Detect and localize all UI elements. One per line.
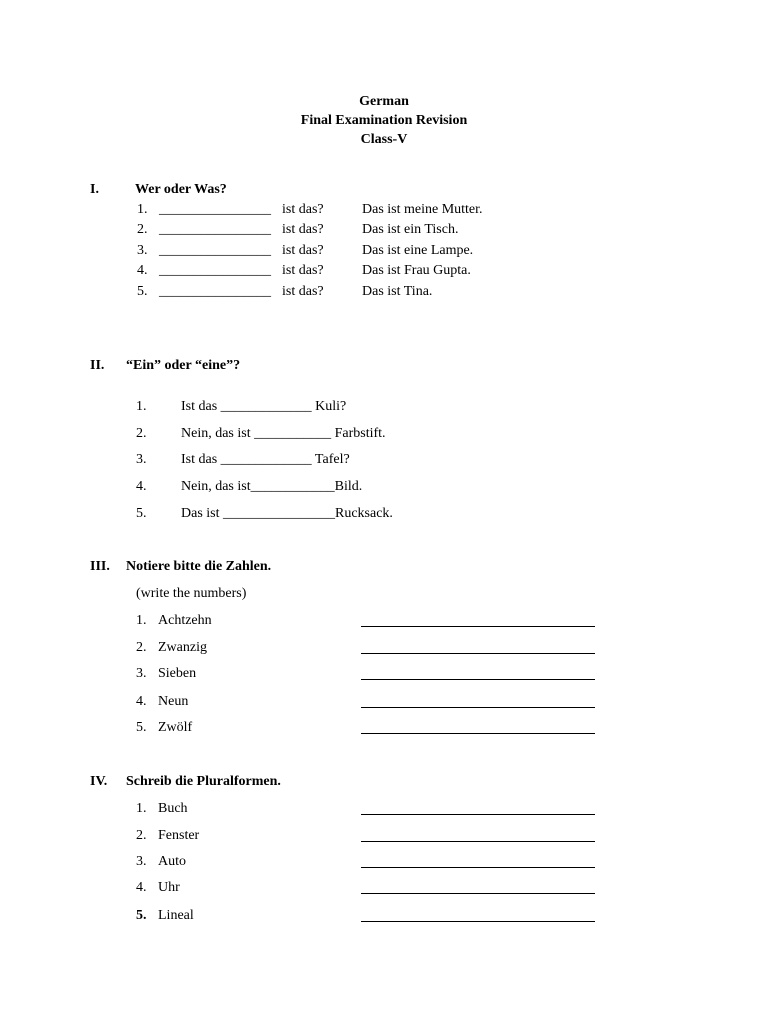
section1-item-question: ist das? — [282, 202, 324, 217]
section2-item-number: 1. — [136, 399, 147, 414]
section1-item-question: ist das? — [282, 222, 324, 237]
answer-line — [361, 814, 595, 815]
section3-item-number: 2. — [136, 640, 147, 655]
section4-item-number: 5. — [136, 908, 147, 923]
section4-item-number: 4. — [136, 880, 147, 895]
section1-heading: Wer oder Was? — [135, 182, 227, 197]
answer-line — [361, 867, 595, 868]
section3-item-text: Sieben — [158, 666, 197, 681]
section1-item-blank: ________________ — [159, 243, 271, 258]
section1-item-blank: ________________ — [159, 222, 271, 237]
section4-item-text: Fenster — [158, 828, 200, 843]
section1-numeral: I. — [90, 182, 99, 197]
answer-line — [361, 679, 595, 680]
section4-item-text: Uhr — [158, 880, 180, 895]
section4-heading: Schreib die Pluralformen. — [126, 774, 281, 789]
section3-numeral: III. — [90, 559, 110, 574]
section1-item-question: ist das? — [282, 243, 324, 258]
section4-item-number: 1. — [136, 801, 147, 816]
section3-item-number: 5. — [136, 720, 147, 735]
section4-numeral: IV. — [90, 774, 108, 789]
section3-item-text: Zwölf — [158, 720, 193, 735]
section2-heading: “Ein” oder “eine”? — [126, 358, 241, 373]
section2-item-text: Ist das _____________ Tafel? — [181, 452, 350, 467]
section3-item-number: 1. — [136, 613, 147, 628]
section3-item-text: Neun — [158, 694, 189, 709]
section1-item-question: ist das? — [282, 263, 324, 278]
section2-item-number: 3. — [136, 452, 147, 467]
section3-item-text: Achtzehn — [158, 613, 212, 628]
section1-item-blank: ________________ — [159, 202, 271, 217]
section1-item-answer: Das ist Frau Gupta. — [362, 263, 471, 278]
section1-item-blank: ________________ — [159, 284, 271, 299]
section1-item-answer: Das ist eine Lampe. — [362, 243, 474, 258]
section1-item-question: ist das? — [282, 284, 324, 299]
section3-item-number: 4. — [136, 694, 147, 709]
header-subtitle: Final Examination Revision — [300, 113, 468, 128]
answer-line — [361, 653, 595, 654]
section3-item-number: 3. — [136, 666, 147, 681]
answer-line — [361, 733, 595, 734]
section1-item-number: 5. — [137, 284, 148, 299]
section1-item-number: 3. — [137, 243, 148, 258]
section2-item-number: 5. — [136, 506, 147, 521]
section1-item-answer: Das ist Tina. — [362, 284, 433, 299]
answer-line — [361, 893, 595, 894]
section1-item-blank: ________________ — [159, 263, 271, 278]
section1-item-number: 2. — [137, 222, 148, 237]
section3-heading: Notiere bitte die Zahlen. — [126, 559, 272, 574]
section2-item-text: Ist das _____________ Kuli? — [181, 399, 347, 414]
section4-item-number: 2. — [136, 828, 147, 843]
answer-line — [361, 841, 595, 842]
section1-item-number: 1. — [137, 202, 148, 217]
section2-item-text: Nein, das ist ___________ Farbstift. — [181, 426, 386, 441]
section1-item-number: 4. — [137, 263, 148, 278]
section2-numeral: II. — [90, 358, 105, 373]
section1-item-answer: Das ist ein Tisch. — [362, 222, 459, 237]
section2-item-text: Das ist ________________Rucksack. — [181, 506, 393, 521]
answer-line — [361, 921, 595, 922]
header-class: Class-V — [360, 132, 408, 147]
header-title: German — [359, 94, 409, 109]
section4-item-text: Lineal — [158, 908, 194, 923]
section1-item-answer: Das ist meine Mutter. — [362, 202, 483, 217]
section2-item-text: Nein, das ist____________Bild. — [181, 479, 363, 494]
section2-item-number: 4. — [136, 479, 147, 494]
answer-line — [361, 707, 595, 708]
worksheet-header — [0, 92, 768, 149]
section4-item-text: Auto — [158, 854, 186, 869]
section3-item-text: Zwanzig — [158, 640, 207, 655]
section3-note: (write the numbers) — [136, 586, 247, 601]
section4-item-number: 3. — [136, 854, 147, 869]
section4-item-text: Buch — [158, 801, 188, 816]
section2-item-number: 2. — [136, 426, 147, 441]
answer-line — [361, 626, 595, 627]
